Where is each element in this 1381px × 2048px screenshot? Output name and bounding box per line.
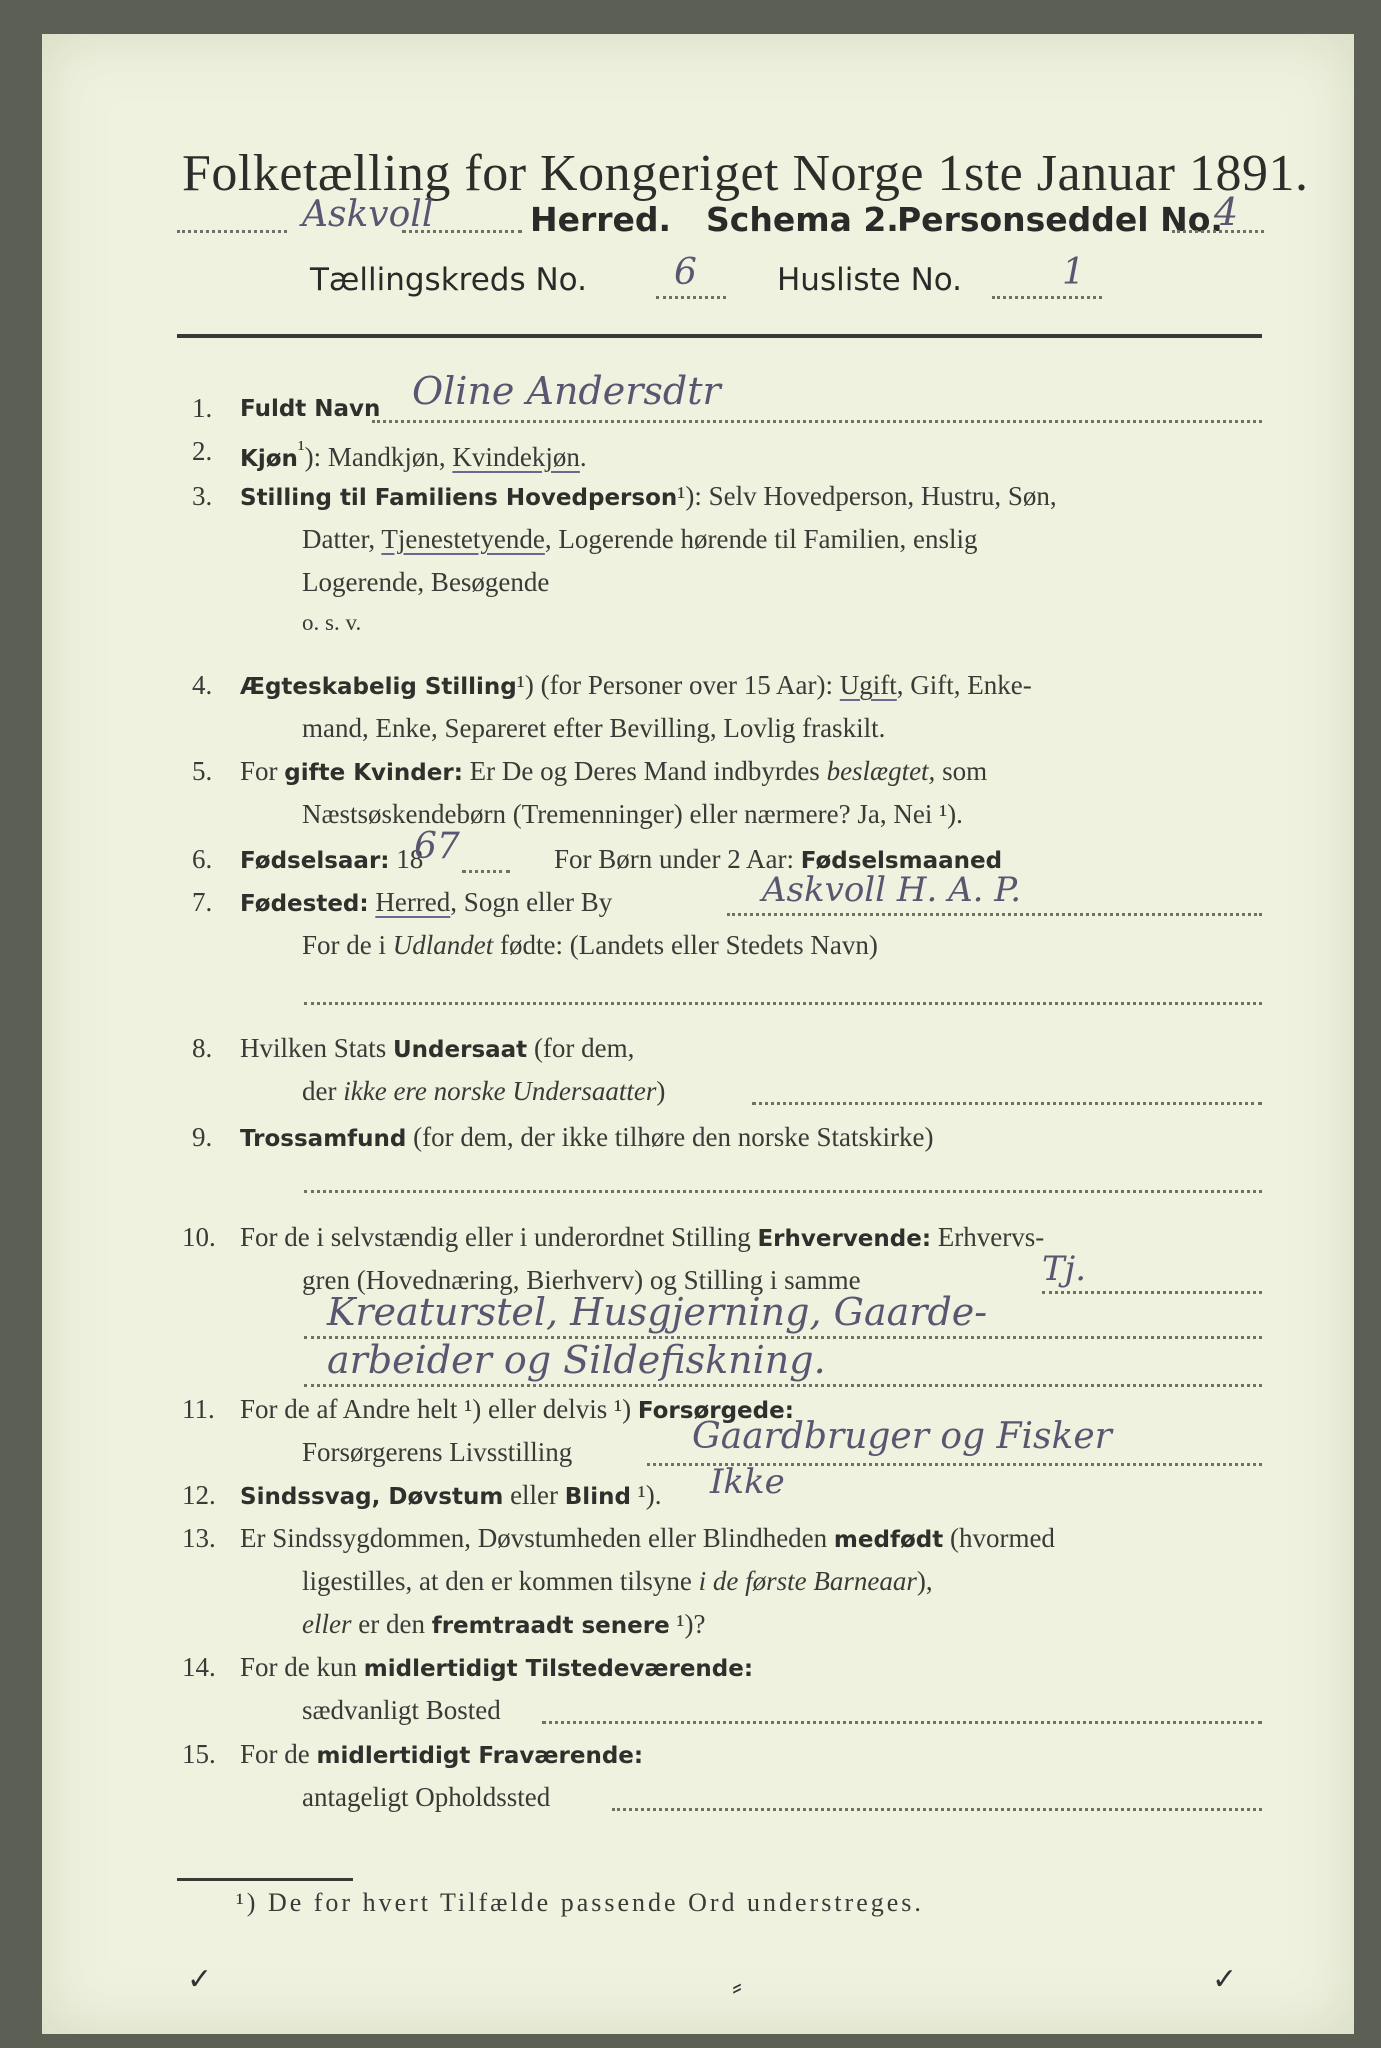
footnote-rule — [177, 1878, 353, 1881]
married-line-2: Næstsøskendebørn (Tremenninger) eller nærmere? Ja, Nei ¹). — [302, 799, 963, 829]
field-label: Blind — [564, 1484, 631, 1510]
field-label: Trossamfund — [240, 1126, 407, 1152]
husliste-handwritten: 1 — [1062, 252, 1085, 293]
disability-line — [240, 1480, 662, 1511]
item-number: 2. — [192, 436, 213, 466]
abode-dots — [612, 1808, 1262, 1811]
occupation-handwritten-2: Kreaturstel, Husgjerning, Gaarde- — [327, 1290, 988, 1334]
field-label: midlertidigt Tilstedeværende: — [363, 1656, 754, 1682]
occupation-dots-3 — [304, 1384, 1262, 1387]
kreds-dots — [656, 296, 726, 299]
item-number: 14. — [182, 1652, 216, 1682]
selected-option: Ugift — [839, 670, 897, 700]
footnote: ¹) De for hvert Tilfælde passende Ord understreges. — [236, 1888, 924, 1917]
birthyear-line — [240, 844, 423, 875]
field-label: Kjøn — [240, 446, 298, 472]
punch-mark-center: ⸗ — [732, 1970, 742, 2003]
field-label: fremtraadt senere — [431, 1613, 670, 1639]
kreds-handwritten: 6 — [674, 252, 697, 293]
text: (for dem, der ikke tilhøre den norske Statskirke) — [406, 1122, 934, 1152]
occupation-line-2: gren (Hovednæring, Bierhverv) og Stilling i samme — [302, 1265, 861, 1295]
text: ) — [656, 1076, 666, 1106]
occupation-handwritten-1: Tj. — [1042, 1249, 1087, 1289]
text: For de af Andre helt ¹) eller delvis ¹) — [240, 1394, 638, 1424]
text: ¹)? — [669, 1609, 706, 1639]
text: Erhvervs- — [931, 1222, 1045, 1252]
text: ikke ere norske Undersaatter — [343, 1076, 657, 1106]
name-handwritten: Oline Andersdtr — [412, 369, 721, 413]
field-label: Sindssvag, Døvstum — [240, 1484, 504, 1510]
citizenship-dots — [752, 1102, 1262, 1105]
sex-line — [240, 436, 587, 473]
selected-option: Tjenestetyende — [381, 524, 545, 554]
field-label: Undersaat — [393, 1037, 528, 1063]
text: 18 — [389, 844, 424, 874]
dependent-line-2: Forsørgerens Livsstilling — [302, 1437, 573, 1467]
occupation-line-1 — [240, 1222, 1044, 1253]
text: ¹): Selv Hovedperson, Hustru, Søn, — [677, 481, 1057, 511]
temp-present-line-1 — [240, 1652, 753, 1683]
husliste-dots — [992, 296, 1102, 299]
text: . — [579, 442, 587, 472]
field-label: Stilling til Familiens Hovedperson — [240, 485, 678, 511]
position-line-1 — [240, 481, 1057, 512]
schema-label: Schema 2. — [706, 200, 899, 239]
married-line-1 — [240, 756, 987, 787]
temp-absent-line-1 — [240, 1739, 643, 1770]
herred-dots — [177, 230, 287, 233]
herred-handwritten: Askvoll — [302, 194, 434, 235]
header-rule — [177, 334, 1262, 338]
text: For de — [240, 1739, 317, 1769]
position-line-4: o. s. v. — [302, 610, 362, 635]
text: For — [240, 756, 285, 786]
text: som — [935, 756, 988, 786]
text: Er Sindssygdommen, Døvstumheden eller Blindheden — [240, 1523, 834, 1553]
text: ): Mandkjøn, — [304, 442, 453, 472]
census-form-sheet — [42, 34, 1354, 2034]
text: eller — [302, 1609, 352, 1639]
religion-dots — [304, 1190, 1262, 1193]
personseddel-label: Personseddel No. — [897, 200, 1223, 239]
text: Er De og Deres Mand indbyrdes — [462, 756, 827, 786]
birthplace-line-1 — [240, 887, 612, 918]
selected-option: Herred — [375, 887, 451, 917]
congenital-line-1 — [240, 1523, 1055, 1554]
birthplace-dots — [727, 913, 1262, 916]
personseddel-handwritten: 4 — [1214, 190, 1239, 234]
text: i de første Barneaar — [698, 1566, 917, 1596]
item-number: 3. — [192, 481, 213, 511]
field-label: Fødselsaar: — [240, 848, 390, 874]
field-label: Forsørgede: — [637, 1398, 794, 1424]
item-number: 8. — [192, 1033, 213, 1063]
text: (for dem, — [527, 1033, 635, 1063]
birthplace-handwritten: Askvoll H. A. P. — [762, 870, 1022, 910]
item-number: 6. — [192, 844, 213, 874]
punch-mark-right: ✓ — [1212, 1963, 1238, 1996]
temp-absent-line-2: antageligt Opholdssted — [302, 1782, 551, 1812]
birthyear-handwritten: 67 — [414, 826, 460, 867]
field-label: Ægteskabelig Stilling — [240, 674, 517, 700]
punch-mark-left: ✓ — [187, 1963, 213, 1996]
field-label: Fødselsmaaned — [800, 848, 1003, 874]
field-label: Erhvervende: — [757, 1226, 932, 1252]
field-label: medfødt — [833, 1527, 944, 1553]
item-number: 9. — [192, 1122, 213, 1152]
text: , Gift, Enke- — [896, 670, 1032, 700]
husliste-label: Husliste No. — [777, 262, 963, 298]
text: (hvormed — [943, 1523, 1055, 1553]
text: beslægtet, — [826, 756, 936, 786]
disability-handwritten: Ikke — [710, 1462, 785, 1502]
text: eller — [503, 1480, 565, 1510]
citizenship-line-1 — [240, 1033, 634, 1064]
provider-handwritten: Gaardbruger og Fisker — [692, 1416, 1112, 1457]
text: For de i selvstændig eller i underordnet Stilling — [240, 1222, 758, 1252]
form-title: Folketælling for Kongeriget Norge 1ste Januar 1891. — [182, 145, 1309, 202]
text: For de kun — [240, 1652, 364, 1682]
text: fødte: (Landets eller Stedets Navn) — [493, 930, 878, 960]
text: Hvilken Stats — [240, 1033, 393, 1063]
item-number: 1. — [192, 393, 213, 423]
item-number: 4. — [192, 670, 213, 700]
position-line-2 — [302, 524, 977, 555]
item-number: 5. — [192, 756, 213, 786]
item-number: 7. — [192, 887, 213, 917]
text: ¹) (for Personer over 15 Aar): — [516, 670, 840, 700]
text: er den — [351, 1609, 432, 1639]
text: , Logerende hørende til Familien, enslig — [544, 524, 978, 554]
item-number: 11. — [182, 1394, 215, 1424]
citizenship-line-2 — [302, 1076, 665, 1107]
congenital-line-3 — [302, 1609, 706, 1640]
field-label: gifte Kvinder: — [284, 760, 463, 786]
birthplace-abroad-dots — [304, 1002, 1262, 1005]
field-label: Fødested: — [240, 891, 369, 917]
item-number: 15. — [182, 1739, 216, 1769]
herred-dots-2 — [402, 230, 522, 233]
field-label: Fuldt Navn — [240, 396, 381, 422]
marital-line-2: mand, Enke, Separeret efter Bevilling, Lovlig fraskilt. — [302, 713, 886, 743]
birthyear-dots — [462, 870, 510, 873]
residence-dots — [542, 1721, 1262, 1724]
text: ), — [916, 1566, 933, 1596]
text: , Sogn eller By — [450, 887, 613, 917]
kreds-label: Tællingskreds No. — [310, 262, 587, 298]
text: Datter, — [302, 524, 382, 554]
selected-option: Kvindekjøn — [452, 442, 580, 472]
text: For Børn under 2 Aar: — [554, 844, 801, 874]
birthplace-line-2 — [302, 930, 878, 961]
personseddel-dots — [1172, 230, 1264, 233]
text: ¹). — [630, 1480, 662, 1510]
marital-line-1 — [240, 670, 1032, 701]
item-number: 12. — [182, 1480, 216, 1510]
sup: ¹ — [297, 436, 305, 461]
item-number: 10. — [182, 1222, 216, 1252]
text: der — [302, 1076, 344, 1106]
occupation-handwritten-3: arbeider og Sildefiskning. — [327, 1338, 826, 1382]
position-line-3: Logerende, Besøgende — [302, 567, 550, 597]
text: Udlandet — [392, 930, 494, 960]
religion-line — [240, 1122, 933, 1153]
field-label: midlertidigt Fraværende: — [316, 1743, 644, 1769]
temp-present-line-2: sædvanligt Bosted — [302, 1695, 501, 1725]
occupation-dots-1 — [1042, 1291, 1262, 1294]
herred-label: Herred. — [530, 200, 672, 239]
item-number: 13. — [182, 1523, 216, 1553]
text: For de i — [302, 930, 393, 960]
text: ligestilles, at den er kommen tilsyne — [302, 1566, 699, 1596]
congenital-line-2 — [302, 1566, 933, 1597]
name-dots — [372, 420, 1262, 423]
